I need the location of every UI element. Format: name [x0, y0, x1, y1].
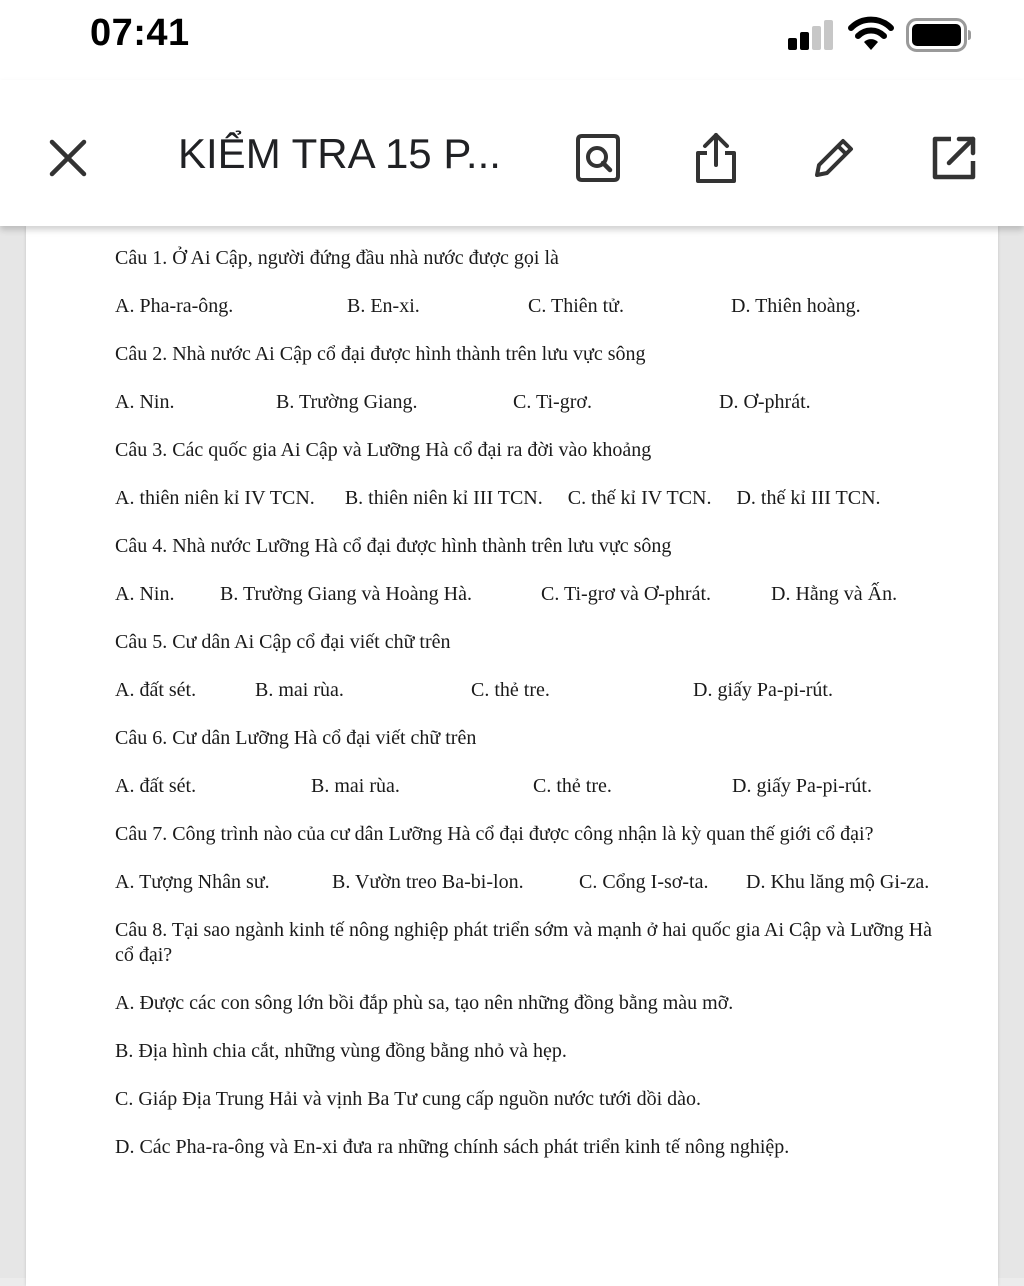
question-3-options: [115, 486, 955, 511]
option-a: A. đất sét.: [115, 775, 197, 797]
option-d: D. Hằng và Ấn.: [771, 583, 898, 605]
close-button[interactable]: [40, 130, 96, 186]
wifi-icon: [848, 16, 894, 52]
option-d: D. Thiên hoàng.: [731, 295, 861, 317]
question-5: Câu 5. Cư dân Ai Cập cổ đại viết chữ trên: [115, 631, 451, 653]
option-c: C. Giáp Địa Trung Hải và vịnh Ba Tư cung cấp nguồn nước tưới dồi dào.: [115, 1088, 702, 1110]
document-search-icon: [574, 132, 622, 184]
question-6: Câu 6. Cư dân Lưỡng Hà cổ đại viết chữ trên: [115, 727, 477, 749]
document-title: KIỂM TRA 15 P...: [178, 130, 501, 177]
question-7: Câu 7. Công trình nào của cư dân Lưỡng Hà cổ đại được công nhận là kỳ quan thế giới cổ đại?: [115, 823, 874, 845]
question-5-options: [115, 678, 955, 703]
question-2-options: [115, 390, 955, 415]
option-b: B. mai rùa.: [311, 775, 400, 797]
battery-icon: [906, 18, 972, 52]
option-c: C. Ti-grơ.: [513, 391, 592, 413]
option-a: A. Nin.: [115, 583, 175, 605]
option-d: D. Các Pha-ra-ông và En-xi đưa ra những chính sách phát triển kinh tế nông nghiệp.: [115, 1136, 790, 1158]
status-time: 07:41: [90, 12, 190, 54]
option-a: A. Được các con sông lớn bồi đắp phù sa, tạo nên những đồng bằng màu mỡ.: [115, 992, 734, 1014]
question-list: [115, 246, 955, 1183]
close-icon: [48, 138, 88, 178]
question-6-options: [115, 774, 955, 799]
document-toolbar: [0, 80, 1024, 226]
option-a: A. Nin.: [115, 391, 175, 413]
option-b: B. Địa hình chia cắt, những vùng đồng bằng nhỏ và hẹp.: [115, 1040, 567, 1062]
share-icon: [693, 131, 739, 185]
question-3: Câu 3. Các quốc gia Ai Cập và Lưỡng Hà cổ đại ra đời vào khoảng: [115, 439, 652, 461]
question-4: Câu 4. Nhà nước Lưỡng Hà cổ đại được hình thành trên lưu vực sông: [115, 535, 672, 557]
option-a: A. Pha-ra-ông.: [115, 295, 234, 317]
question-4-options: [115, 582, 955, 607]
question-7-options: [115, 870, 955, 895]
option-b: B. Vườn treo Ba-bi-lon.: [332, 871, 524, 893]
open-external-button[interactable]: [926, 130, 982, 186]
option-a: A. Tượng Nhân sư.: [115, 871, 270, 893]
question-1-options: [115, 294, 955, 319]
option-a: A. đất sét.: [115, 679, 197, 701]
option-d: D. giấy Pa-pi-rút.: [732, 775, 872, 797]
option-b: B. thiên niên kỉ III TCN.: [344, 487, 543, 509]
question-2: Câu 2. Nhà nước Ai Cập cổ đại được hình thành trên lưu vực sông: [115, 343, 646, 365]
edit-button[interactable]: [806, 130, 862, 186]
option-d: D. giấy Pa-pi-rút.: [693, 679, 833, 701]
pencil-icon: [809, 133, 859, 183]
option-c: C. Thiên tử.: [528, 295, 625, 317]
question-1: Câu 1. Ở Ai Cập, người đứng đầu nhà nước được gọi là: [115, 247, 559, 269]
question-8: Câu 8. Tại sao ngành kinh tế nông nghiệp phát triển sớm và mạnh ở hai quốc gia Ai Cập và Lưỡng Hà cổ đại?: [115, 919, 933, 966]
option-b: B. En-xi.: [347, 295, 420, 317]
option-a: A. thiên niên kỉ IV TCN.: [115, 487, 315, 509]
option-d: D. Khu lăng mộ Gi-za.: [746, 871, 930, 893]
preview-button[interactable]: [570, 130, 626, 186]
open-in-new-icon: [929, 133, 979, 183]
document-page: [26, 226, 998, 1286]
option-c: C. Cổng I-sơ-ta.: [579, 871, 709, 893]
option-d: D. thế kỉ III TCN.: [736, 487, 881, 509]
option-b: B. mai rùa.: [255, 679, 344, 701]
share-button[interactable]: [688, 130, 744, 186]
option-b: B. Trường Giang.: [276, 391, 418, 413]
option-c: C. thẻ tre.: [471, 679, 550, 701]
option-b: B. Trường Giang và Hoàng Hà.: [220, 583, 472, 605]
option-c: C. thế kỉ IV TCN.: [567, 487, 712, 509]
document-viewer[interactable]: [0, 226, 1024, 1278]
cellular-signal-icon: [788, 20, 836, 50]
status-bar: [0, 0, 1024, 80]
option-c: C. Ti-grơ và Ơ-phrát.: [541, 583, 712, 605]
option-c: C. thẻ tre.: [533, 775, 612, 797]
option-d: D. Ơ-phrát.: [719, 391, 811, 413]
